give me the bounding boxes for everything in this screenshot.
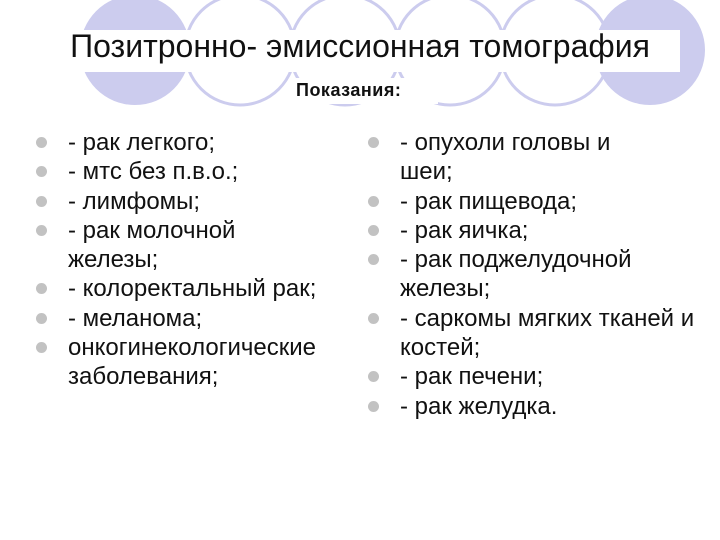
circle-bullet-icon	[368, 401, 379, 412]
circle-bullet-icon	[368, 137, 379, 148]
circle-bullet-icon	[36, 225, 47, 236]
list-item	[368, 304, 700, 363]
list-item-text: - рак пищевода;	[400, 187, 578, 215]
list-item	[368, 187, 688, 216]
slide-title: Позитронно- эмиссионная томография	[70, 28, 650, 64]
list-item-text: - лимфомы;	[68, 187, 201, 215]
list-item-text: - мтс без п.в.о.;	[68, 158, 239, 186]
list-item-text: - колоректальный рак;	[68, 275, 317, 303]
list-item-text: - опухоли головы и шеи;	[400, 129, 611, 186]
list-item-text: - рак яичка;	[400, 216, 529, 244]
circle-bullet-icon	[36, 342, 47, 353]
circle-bullet-icon	[368, 371, 379, 382]
list-item	[368, 245, 700, 304]
list-item	[36, 274, 366, 303]
list-item-text: онкогинекологические заболевания;	[68, 334, 316, 391]
list-item-text: - рак легкого;	[68, 129, 215, 156]
list-item-text: - рак печени;	[400, 363, 544, 391]
circle-bullet-icon	[368, 254, 379, 265]
list-item	[368, 362, 688, 391]
circle-bullet-icon	[368, 196, 379, 207]
list-item	[36, 216, 273, 275]
list-item	[36, 187, 366, 216]
list-item	[36, 157, 366, 186]
circle-bullet-icon	[368, 225, 379, 236]
list-item	[368, 392, 688, 421]
indications-list-right	[368, 128, 695, 421]
slide-subtitle: Показания:	[296, 80, 402, 100]
list-item	[368, 128, 625, 187]
list-item	[36, 128, 366, 157]
list-item	[36, 333, 368, 392]
indications-list-left	[36, 128, 366, 392]
list-item-text: - рак желудка.	[400, 392, 558, 420]
list-item-text: - рак молочной железы;	[68, 216, 236, 274]
list-item	[368, 216, 688, 245]
list-item-text: - меланома;	[68, 304, 203, 332]
circle-bullet-icon	[36, 196, 47, 207]
circle-bullet-icon	[36, 166, 47, 177]
list-item	[36, 304, 366, 333]
circle-bullet-icon	[36, 313, 47, 324]
circle-bullet-icon	[36, 283, 47, 294]
list-item-text: - саркомы мягких тканей и костей;	[400, 304, 695, 362]
list-item-text: - рак поджелудочной железы;	[400, 246, 632, 303]
circle-bullet-icon	[368, 313, 379, 324]
circle-bullet-icon	[36, 137, 47, 148]
